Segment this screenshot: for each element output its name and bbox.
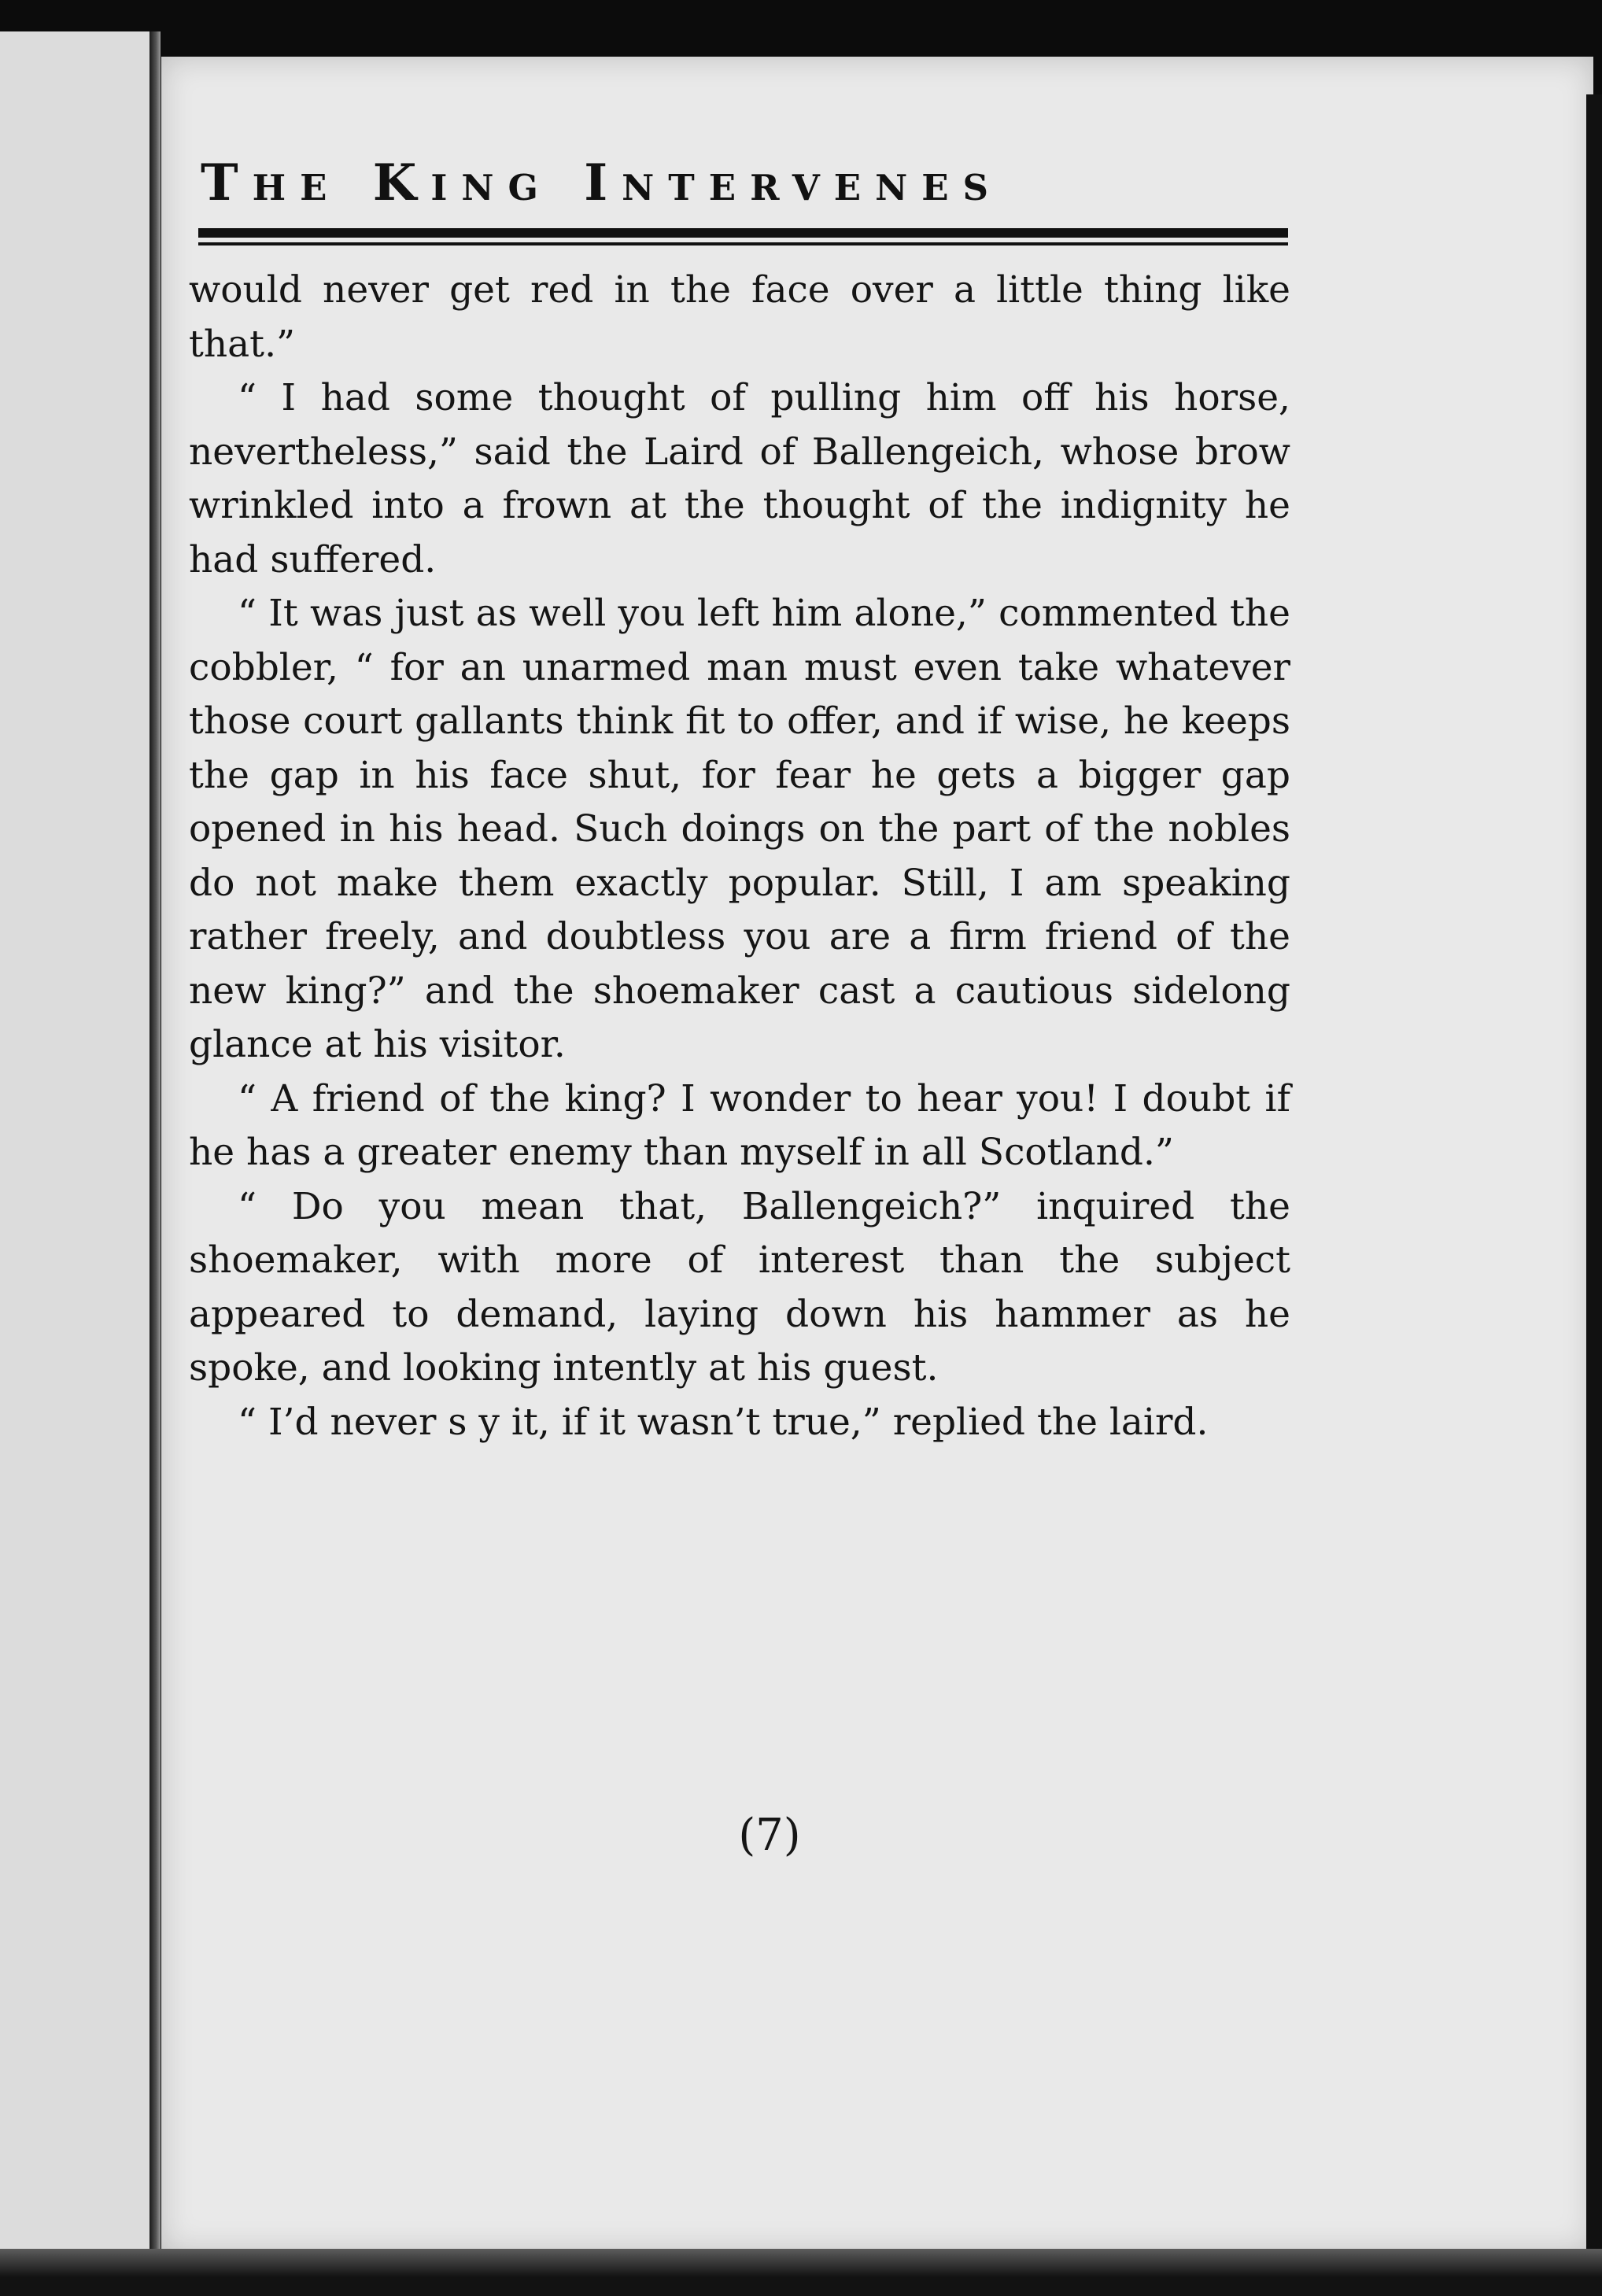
header-rule-thin (198, 242, 1288, 245)
paragraph: “ Do you mean that, Ballengeich?” inquired the shoemaker, with more of interest than the subject appeared to demand, laying down his hammer as he spoke, and looking intently at his guest. (189, 1184, 1290, 1390)
book-gutter (149, 31, 161, 2250)
running-head: The King Intervenes (201, 153, 1003, 212)
body-text (189, 264, 1290, 1449)
paragraph: “ It was just as well you left him alone,” commented the cobbler, “ for an unarmed man must even take whatever those court gallants think fit to offer, and if wise, he keeps the gap in his face shut, for fear he gets a bigger gap opened in his head. Such doings on the part of the nobles do not make them exactly popular. Still, I am speaking rather freely, and doubtless you are a firm friend of the new king?” and the shoemaker cast a cautious sidelong glance at his visitor. (189, 592, 1290, 1066)
scan-bottom-edge (0, 2249, 1602, 2296)
paragraph: would never get red in the face over a little thing like that.” (189, 268, 1290, 366)
paragraph: “ I had some thought of pulling him off his horse, nevertheless,” said the Laird of Ballengeich, whose brow wrinkled into a frown at the thought of the indignity he had suffered. (189, 376, 1290, 581)
paragraph: “ A friend of the king? I wonder to hear you! I doubt if he has a greater enemy than myself in all Scotland.” (189, 1076, 1290, 1174)
page-number (0, 1810, 1602, 1861)
page-number-text: (7) (738, 1810, 801, 1861)
header-rule-thick (198, 228, 1288, 238)
facing-page-edge (0, 31, 153, 2250)
page-right-border (1586, 94, 1602, 2266)
paragraph: “ I’d never s y it, if it wasn’t true,” replied the laird. (238, 1400, 1209, 1444)
